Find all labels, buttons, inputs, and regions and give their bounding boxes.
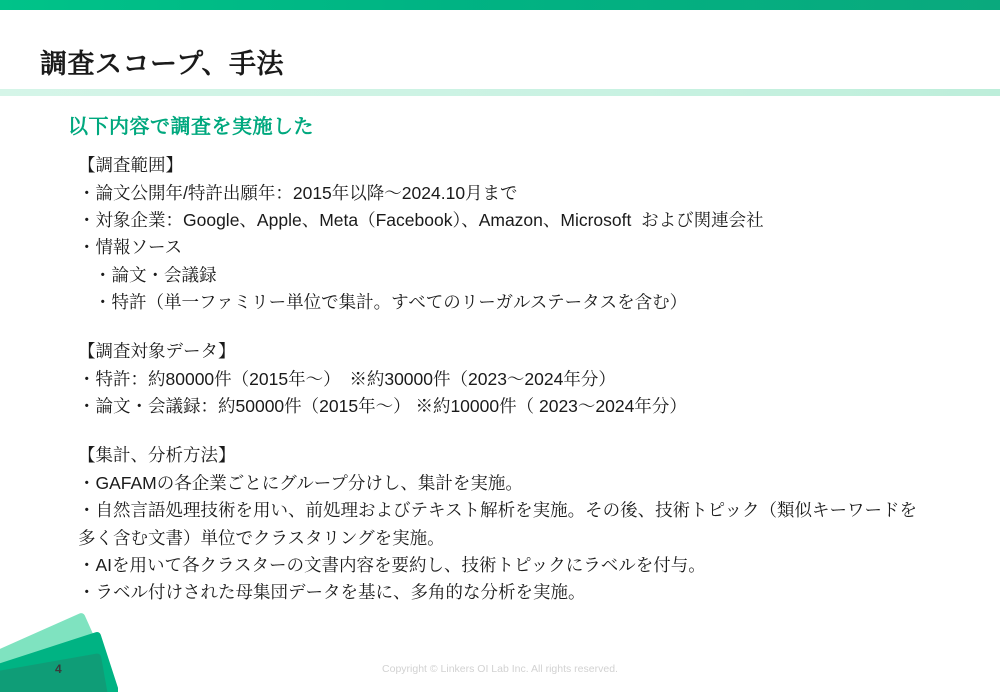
block-heading: 【集計、分析方法】 bbox=[78, 445, 236, 466]
block-heading: 【調査対象データ】 bbox=[78, 340, 236, 361]
body-content bbox=[78, 152, 958, 606]
content-line: ・特許（単一ファミリー単位で集計。すべてのリーガルステータスを含む） bbox=[94, 291, 688, 312]
content-block bbox=[78, 152, 958, 316]
content-line: ・論文・会議録 bbox=[94, 264, 217, 285]
content-line: ・ラベル付けされた母集団データを基に、多角的な分析を実施。 bbox=[78, 581, 586, 602]
page-title: 調査スコープ、手法 bbox=[40, 49, 284, 79]
content-line: 多く含む文書）単位でクラスタリングを実施。 bbox=[78, 527, 445, 548]
content-line: ・特許：約80000件（2015年～） ※約30000件（2023～2024年分） bbox=[78, 368, 616, 389]
content-line: ・論文公開年/特許出願年：2015年以降～2024.10月まで bbox=[78, 183, 518, 204]
content-line: ・自然言語処理技術を用い、前処理およびテキスト解析を実施。その後、技術トピック（類似キーワードを bbox=[78, 500, 917, 521]
content-line: ・論文・会議録：約50000件（2015年～） ※約10000件（ 2023～2024年分） bbox=[78, 396, 687, 416]
block-heading: 【調査範囲】 bbox=[78, 155, 183, 175]
decorative-corner-graphic bbox=[0, 600, 118, 692]
content-line: ・AIを用いて各クラスターの文書内容を要約し、技術トピックにラベルを付与。 bbox=[78, 554, 706, 575]
content-line: ・対象企業：Google、Apple、Meta（Facebook）、Amazon、Microsoft および関連会社 bbox=[78, 210, 764, 231]
top-accent-bar bbox=[0, 0, 1000, 10]
title-underline-band bbox=[0, 89, 1000, 96]
content-block bbox=[78, 442, 958, 606]
content-block bbox=[78, 338, 958, 420]
section-heading: 以下内容で調査を実施した bbox=[68, 116, 314, 138]
page-number: 4 bbox=[55, 662, 62, 676]
content-line: ・情報ソース bbox=[78, 237, 183, 258]
content-line: ・GAFAMの各企業ごとにグループ分けし、集計を実施。 bbox=[78, 473, 523, 494]
footer-copyright: Copyright © Linkers OI Lab Inc. All rights reserved. bbox=[382, 663, 618, 675]
